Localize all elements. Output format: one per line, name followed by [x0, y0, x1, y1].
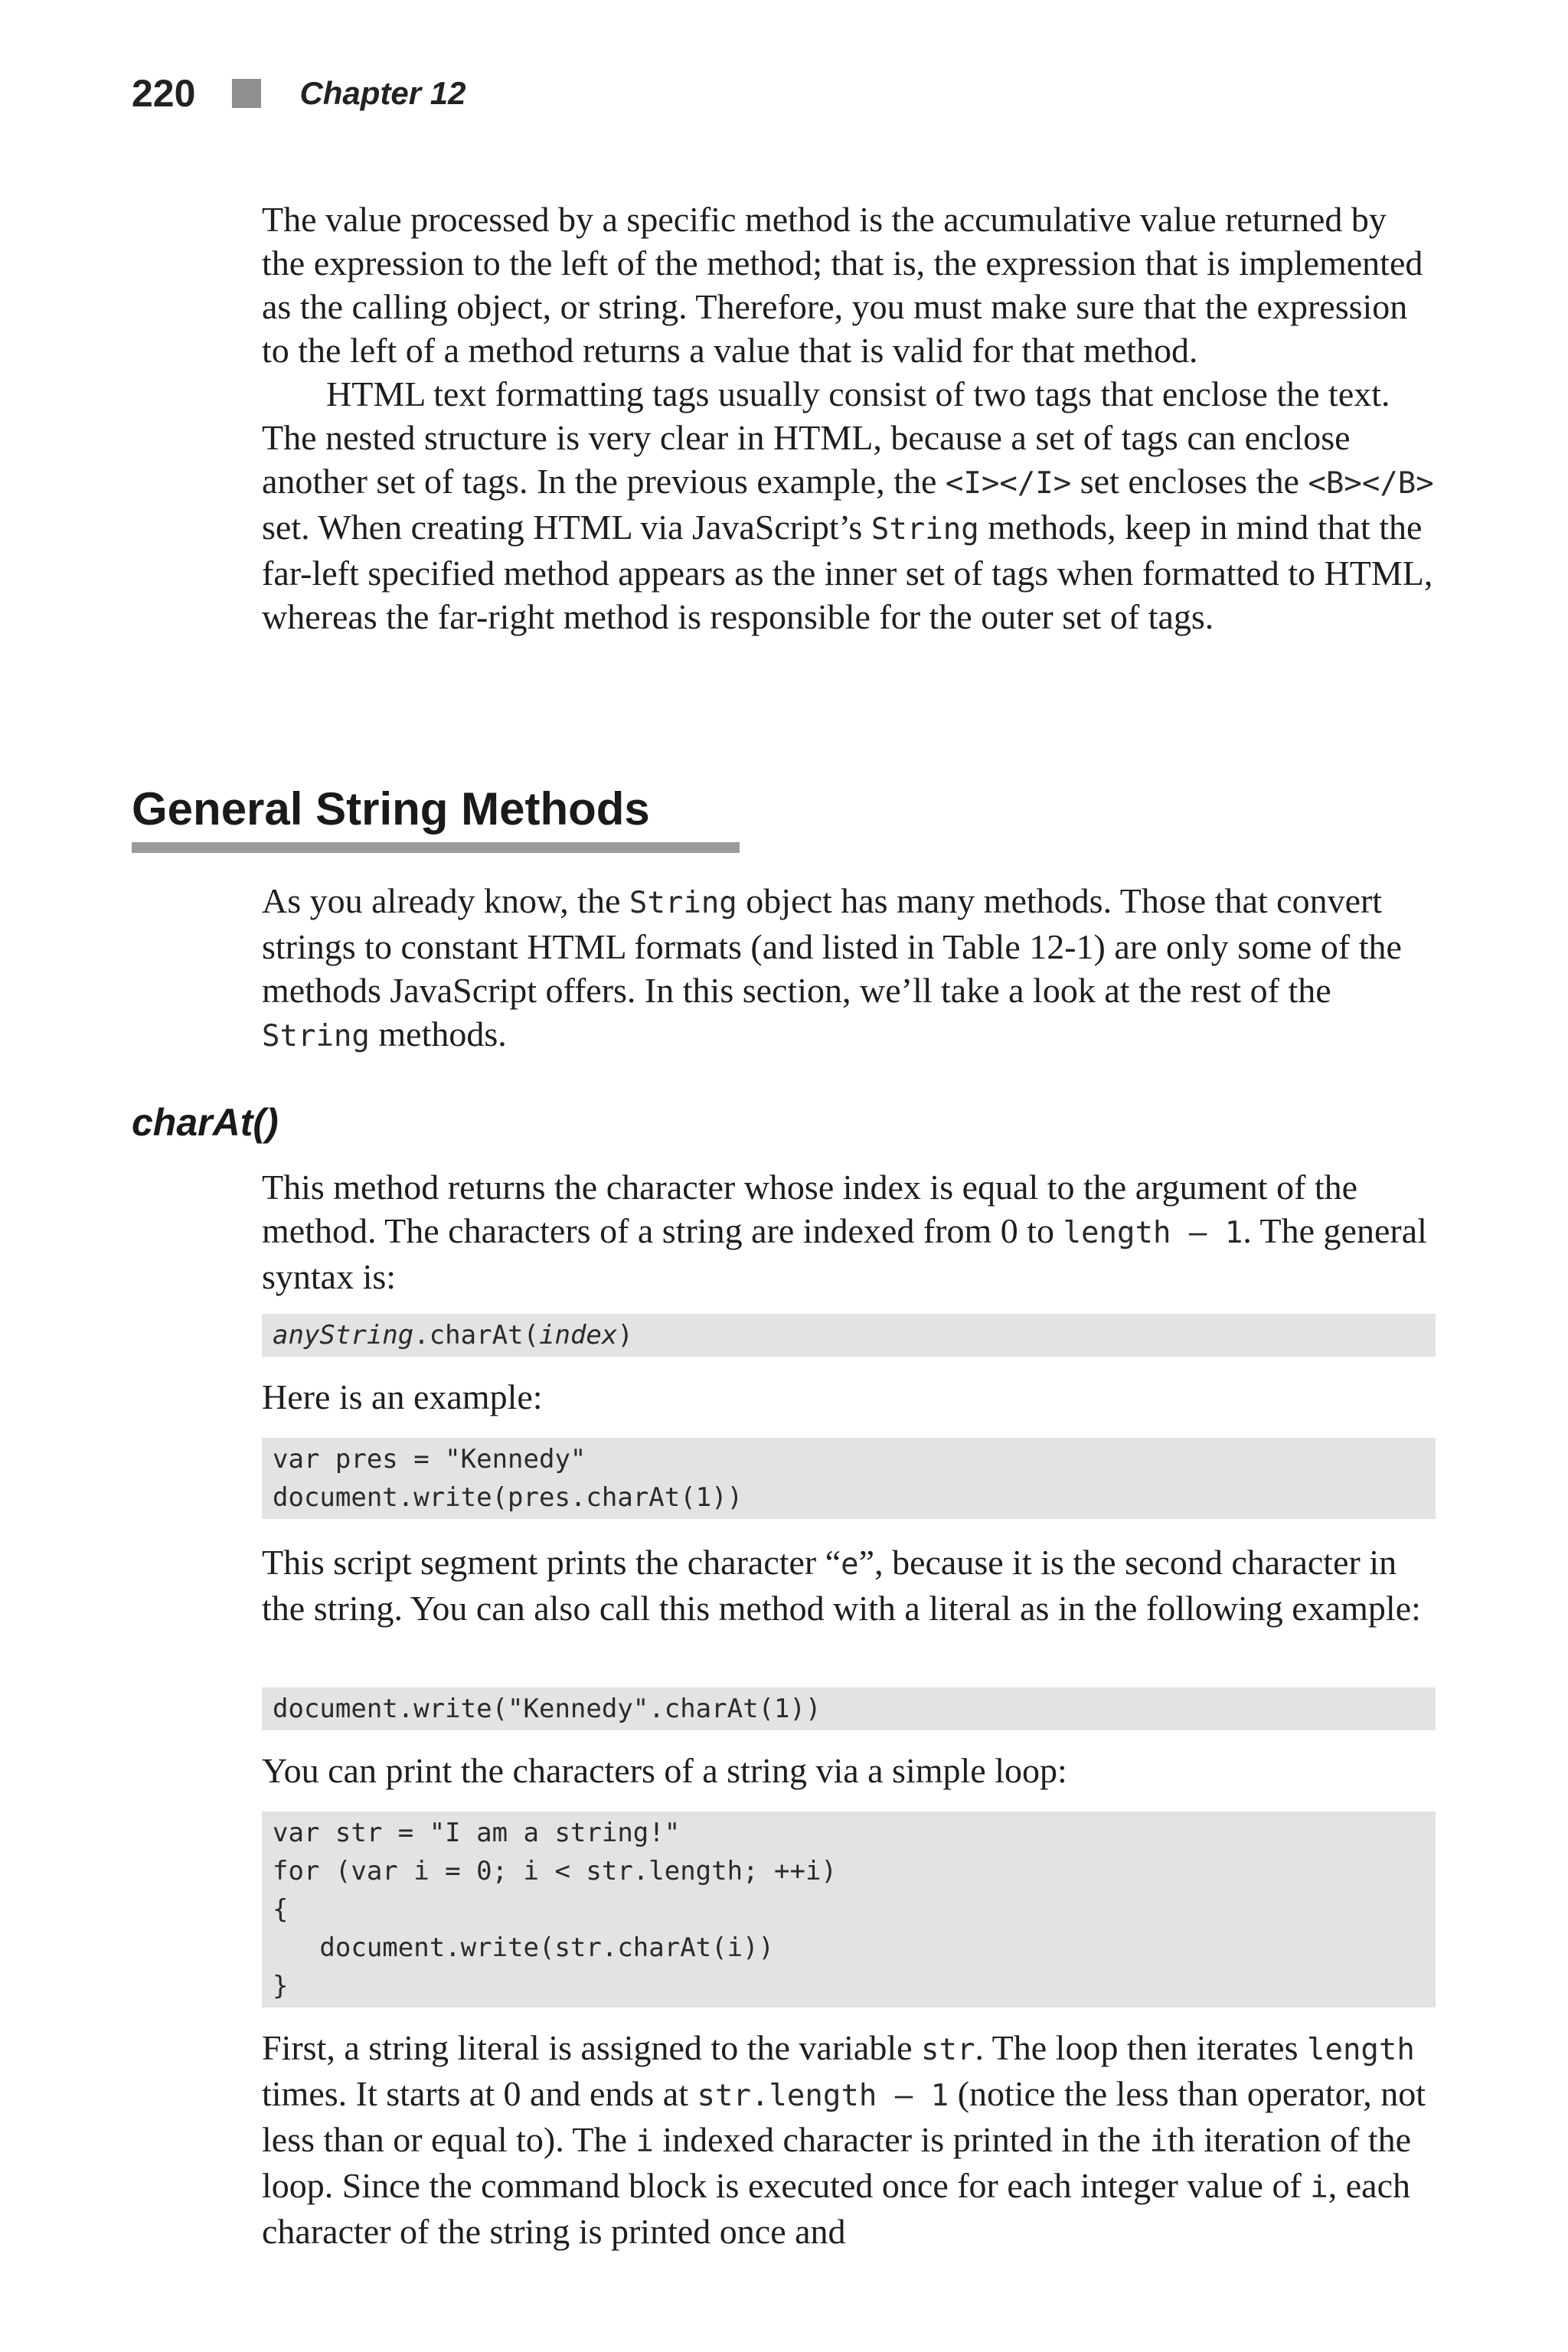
code-placeholder: index	[539, 1320, 618, 1351]
header-square-icon	[232, 79, 261, 108]
text-run: times. It starts at 0 and ends at	[262, 2074, 697, 2113]
text-run: methods, keep in mind that the far-left specified method appears as the inner set of tags when formatted to HTML, whereas the far-right method is responsible for the outer set of tags.	[262, 508, 1433, 636]
code-placeholder: anyString	[273, 1320, 414, 1351]
text-run: This script segment prints the character “	[262, 1543, 841, 1582]
code-line: var pres = "Kennedy"	[273, 1444, 586, 1475]
charat-paragraph-2	[262, 1540, 1437, 1630]
inline-code: i	[1310, 2171, 1328, 2205]
running-header	[132, 70, 466, 116]
example-code-block	[262, 1438, 1436, 1519]
inline-code: str.length – 1	[697, 2079, 949, 2113]
intro-paragraph-2	[262, 372, 1437, 639]
loop-intro-block	[262, 1749, 1437, 1792]
charat-paragraph-3-block	[262, 2026, 1437, 2253]
text-run: . The loop then iterates	[975, 2028, 1307, 2067]
text-run: . The general syntax is:	[262, 1211, 1427, 1296]
text-run: This method returns the character whose index is equal to the argument of the method. The characters of a string are indexed from 0 to	[262, 1168, 1358, 1250]
loop-intro: You can print the characters of a string via a simple loop:	[262, 1751, 1067, 1790]
code-text: )	[617, 1320, 633, 1351]
inline-code: <B></B>	[1308, 466, 1434, 501]
text-run: First, a string literal is assigned to the variable	[262, 2028, 922, 2067]
syntax-code-block	[262, 1314, 1436, 1357]
code-line: var str = "I am a string!"	[273, 1818, 681, 1848]
text-run: , each character of the string is printed once and	[262, 2166, 1411, 2251]
inline-code: length	[1306, 2033, 1415, 2067]
inline-code: i	[1149, 2125, 1168, 2159]
code-line: for (var i = 0; i < str.length; ++i)	[273, 1856, 837, 1886]
code-line: document.write("Kennedy".charAt(1))	[273, 1694, 822, 1724]
inline-code: String	[629, 886, 737, 920]
inline-code: i	[635, 2125, 654, 2159]
inline-code: length – 1	[1063, 1216, 1243, 1250]
page-number: 220	[132, 72, 196, 115]
inline-code: <I></I>	[945, 466, 1072, 501]
chapter-label: Chapter 12	[299, 75, 466, 111]
text-run: ”, because it is the second character in the string. You can also call this method with a literal as in the following example:	[262, 1543, 1421, 1628]
section-paragraph	[262, 879, 1437, 1058]
inline-code: String	[871, 512, 979, 547]
text-run: object has many methods. Those that convert strings to constant HTML formats (and listed in Table 12-1) are only some of the methods JavaScript offers. In this section, we’ll take a look at the rest of the	[262, 881, 1402, 1010]
text-run: HTML text formatting tags usually consist of two tags that enclose the text. The nested structure is very clear in HTML, because a set of tags can enclose another set of tags. In the previous example, the	[262, 374, 1390, 501]
code-line: document.write(pres.charAt(1))	[273, 1482, 743, 1513]
text-run: methods.	[369, 1014, 507, 1054]
subsection-heading: charAt()	[132, 1101, 279, 1144]
intro-paragraph-1: The value processed by a specific method is the accumulative value returned by the expression to the left of the method; that is, the expression that is implemented as the calling object, or string. Therefore, you must make sure that the expression to the left of a method returns a value that is valid for that method.	[262, 200, 1423, 370]
text-run: indexed character is printed in the	[653, 2120, 1150, 2159]
inline-code: e	[841, 1547, 859, 1582]
example-intro-block	[262, 1375, 1437, 1419]
inline-code: String	[262, 1019, 370, 1054]
charat-paragraph-1-block	[262, 1165, 1437, 1298]
code-text: .charAt(	[413, 1320, 539, 1351]
text-run: th iteration of the loop. Since the command block is executed once for each integer value of	[262, 2120, 1412, 2205]
code-line: }	[273, 1971, 289, 2001]
charat-paragraph-2-block	[262, 1540, 1437, 1630]
loop-code-block	[262, 1811, 1436, 2007]
charat-paragraph-3	[262, 2026, 1437, 2253]
section-heading: General String Methods	[132, 783, 650, 835]
text-run: set. When creating HTML via JavaScript’s	[262, 508, 871, 547]
text-run: (notice the less than operator, not less than or equal to). The	[262, 2074, 1426, 2159]
charat-paragraph-1	[262, 1165, 1437, 1298]
example-intro: Here is an example:	[262, 1377, 543, 1416]
code-line: document.write(str.charAt(i))	[273, 1932, 775, 1963]
inline-code: str	[921, 2033, 975, 2067]
section-heading-rule	[132, 842, 740, 853]
section-intro	[262, 879, 1437, 1058]
literal-code-block	[262, 1687, 1436, 1730]
text-run: set encloses the	[1071, 462, 1308, 501]
code-line	[273, 1316, 1436, 1354]
text-run: As you already know, the	[262, 881, 629, 920]
code-line: {	[273, 1894, 289, 1925]
intro-text	[262, 198, 1437, 639]
